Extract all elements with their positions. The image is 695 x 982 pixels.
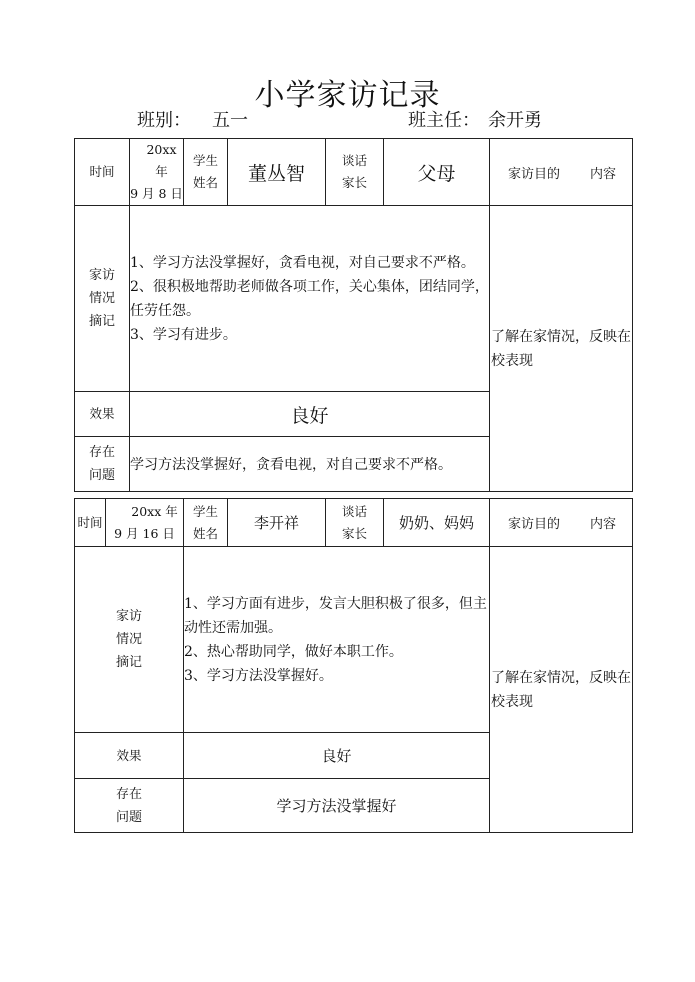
problem-label [75,437,130,492]
parent-label-line1: 谈话 [341,153,367,168]
purpose-label: 家访目的 [508,166,561,182]
note-item: 1、学习方面有进步，发言大胆积极了很多，但主动性还需加强。 [184,595,487,636]
student-name-label-line2: 姓名 [192,175,218,190]
visit-date-year: 20xx 年 [131,503,178,519]
parent-value: 奶奶、妈妈 [384,499,490,547]
student-name-label-line1: 学生 [192,503,218,519]
effect-label: 效果 [75,392,130,437]
student-name-label [184,139,228,206]
visit-notes [130,206,490,392]
problem-value: 学习方法没掌握好，贪看电视，对自己要求不严格。 [130,437,490,492]
visit-notes [184,547,490,733]
parent-label-line1: 谈话 [341,503,367,519]
note-item: 3、学习有进步。 [130,326,237,343]
content-label: 内容 [590,166,617,182]
teacher-label: 班主任： [408,110,480,131]
note-item: 2、热心帮助同学，做好本职工作。 [184,643,403,660]
notes-label-line2: 情况 [115,632,142,647]
visit-date-md: 9 月 16 日 [114,525,175,541]
student-name: 李开祥 [228,499,326,547]
problem-label-line1: 存在 [88,445,115,460]
page-title: 小学家访记录 [254,78,441,113]
parent-label [326,499,384,547]
notes-label-line1: 家访 [88,268,115,283]
time-label: 时间 [75,139,130,206]
notes-label [75,547,184,733]
teacher-value: 余开勇 [488,110,542,131]
purpose-content-header [490,139,633,206]
notes-label-line3: 摘记 [115,655,142,670]
parent-label-line2: 家长 [341,525,367,541]
student-name-label [184,499,228,547]
notes-label-line1: 家访 [115,609,142,624]
student-name-label-line2: 姓名 [192,525,218,541]
visit-record-table-2 [74,498,633,833]
visit-date-year: 20xx 年 [146,142,177,179]
notes-label-line2: 情况 [88,291,115,306]
visit-date [130,139,184,206]
time-label: 时间 [75,499,106,547]
note-item: 2、很积极地帮助老师做各项工作，关心集体，团结同学，任劳任怨。 [130,278,489,319]
content-label: 内容 [590,517,617,532]
problem-value: 学习方法没掌握好 [184,779,490,833]
problem-label-line2: 问题 [88,468,115,483]
note-item: 3、学习方法没掌握好。 [184,667,333,684]
notes-label [75,206,130,392]
effect-value: 良好 [184,733,490,779]
visit-date-md: 9 月 8 日 [130,186,183,201]
notes-label-line3: 摘记 [88,314,115,329]
purpose-text: 了解在家情况，反映在校表现 [490,206,633,492]
visit-date [106,499,184,547]
note-item: 1、学习方法没掌握好，贪看电视，对自己要求不严格。 [130,254,475,271]
effect-label: 效果 [75,733,184,779]
purpose-text: 了解在家情况，反映在校表现 [490,547,633,833]
effect-value: 良好 [130,392,490,437]
parent-value: 父母 [384,139,490,206]
class-label: 班别： [137,110,191,131]
problem-label-line1: 存在 [115,786,142,802]
parent-label-line2: 家长 [341,175,367,190]
problem-label [75,779,184,833]
student-name: 董丛智 [228,139,326,206]
class-value: 五一 [212,110,248,131]
problem-label-line2: 问题 [115,809,142,825]
purpose-content-header [490,499,633,547]
visit-record-table-1 [74,138,633,492]
student-name-label-line1: 学生 [192,153,218,168]
purpose-label: 家访目的 [508,517,561,532]
parent-label [326,139,384,206]
